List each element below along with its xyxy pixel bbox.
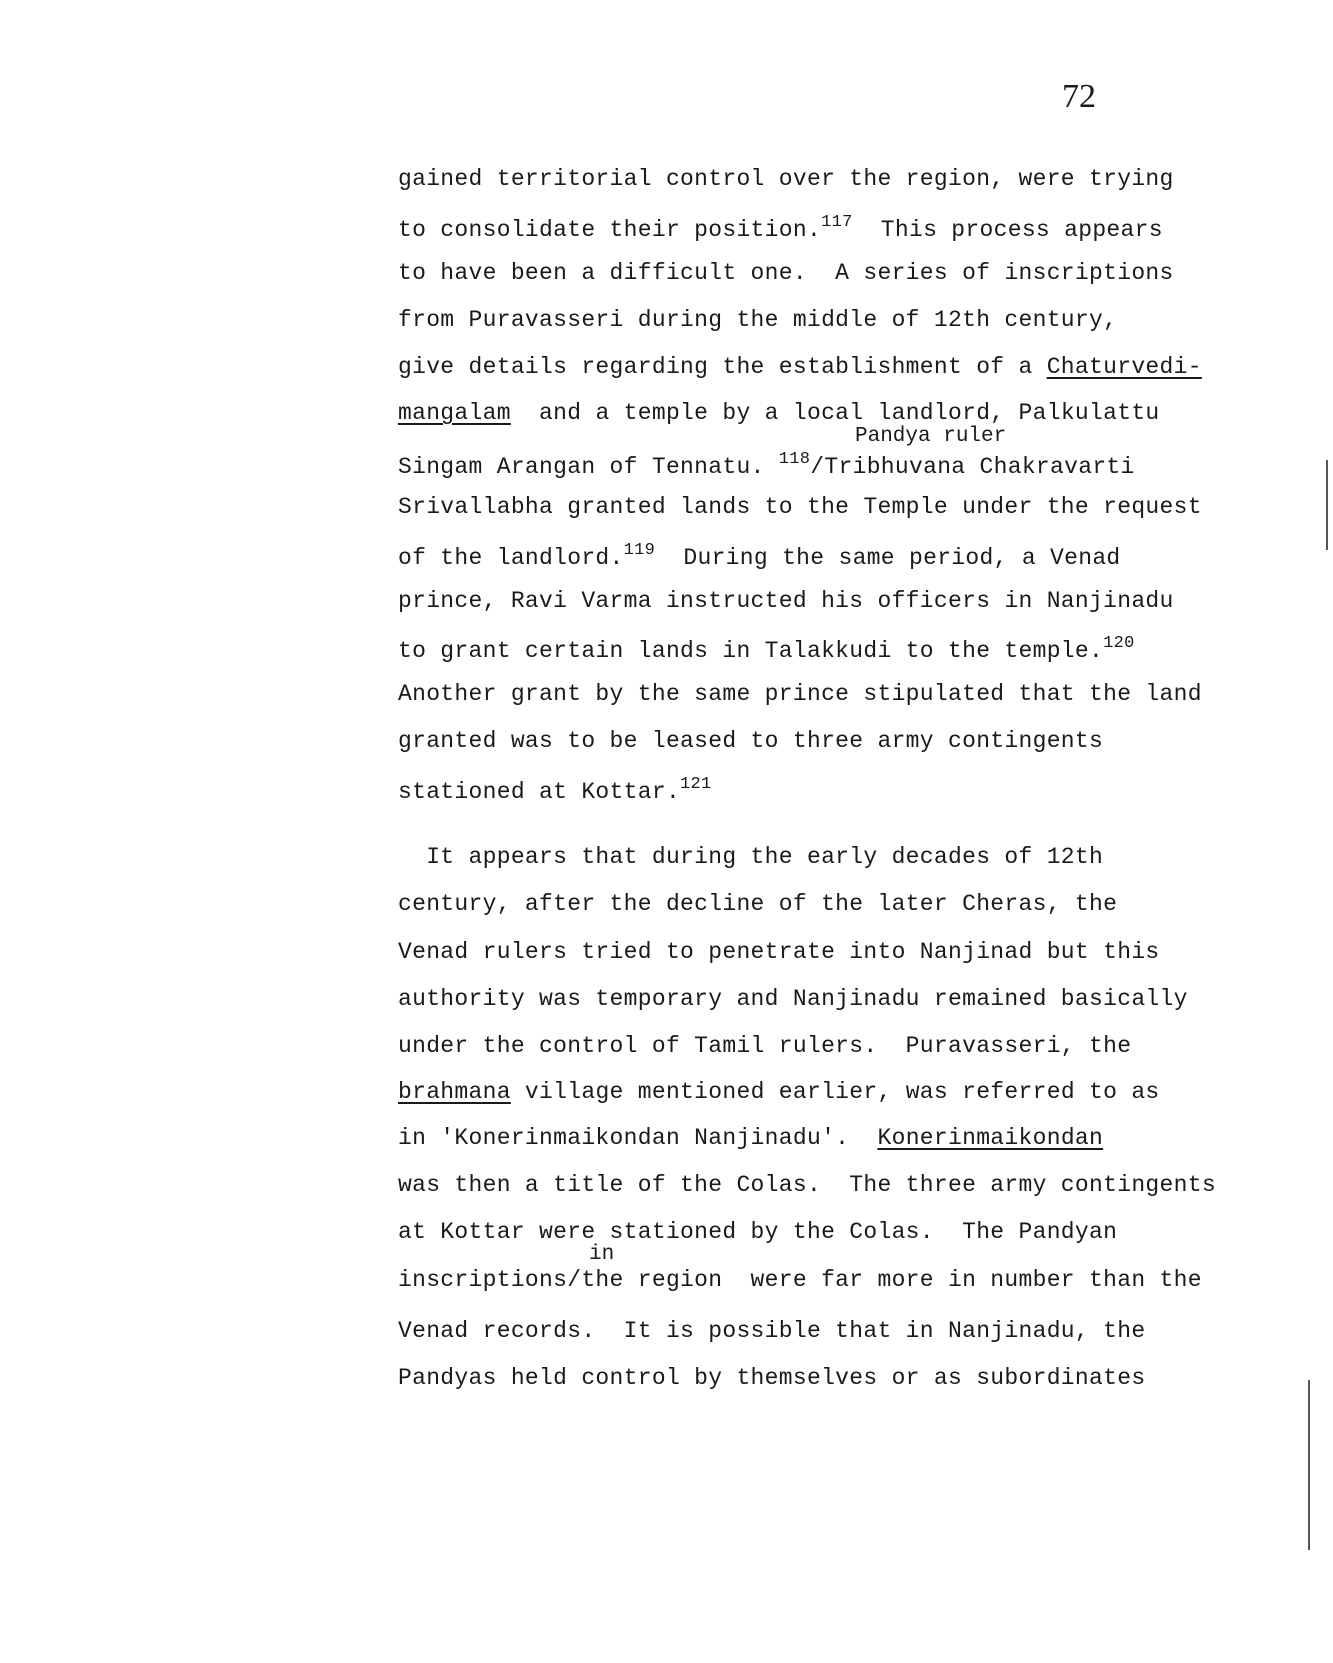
text-span: Srivallabha granted lands to the Temple under the request bbox=[398, 494, 1202, 520]
text-line bbox=[398, 1125, 1103, 1151]
page-number: 72 bbox=[1062, 78, 1096, 115]
text-line bbox=[398, 681, 1202, 707]
footnote-ref-119: 119 bbox=[623, 541, 656, 560]
text-line bbox=[398, 213, 1163, 243]
text-span: under the control of Tamil rulers. Puravasseri, the bbox=[398, 1033, 1132, 1059]
footnote-ref-117: 117 bbox=[821, 213, 853, 232]
text-line bbox=[398, 494, 1202, 520]
text-line bbox=[398, 1365, 1145, 1391]
text-span: was then a title of the Colas. The three army contingents bbox=[398, 1172, 1216, 1198]
margin-mark bbox=[1326, 460, 1328, 550]
text-line bbox=[398, 450, 1135, 480]
text-line bbox=[398, 775, 712, 805]
text-line bbox=[398, 634, 1135, 664]
text-span: century, after the decline of the later Cheras, the bbox=[398, 891, 1118, 917]
text-line bbox=[398, 400, 1160, 426]
text-line bbox=[398, 260, 1174, 286]
text-span: It appears that during the early decades of 12th bbox=[398, 844, 1104, 870]
underlined-term: brahmana bbox=[398, 1079, 511, 1105]
text-span: stationed at Kottar. bbox=[398, 779, 681, 805]
text-line bbox=[398, 1267, 1202, 1293]
text-span: to have been a difficult one. A series of inscriptions bbox=[398, 260, 1174, 286]
text-span: of the landlord. bbox=[398, 545, 624, 571]
text-line bbox=[398, 844, 1103, 870]
text-line bbox=[398, 986, 1188, 1012]
text-span: give details regarding the establishment of a bbox=[398, 354, 1047, 380]
text-span: authority was temporary and Nanjinadu remained basically bbox=[398, 986, 1188, 1012]
interlinear-insert: in bbox=[589, 1243, 615, 1266]
footnote-ref-118: 118 bbox=[778, 450, 811, 469]
text-line bbox=[398, 1172, 1216, 1198]
text-line bbox=[398, 1079, 1160, 1105]
text-span: inscriptions/the region were far more in number than the bbox=[398, 1267, 1202, 1293]
text-line bbox=[398, 939, 1160, 965]
underlined-term: mangalam bbox=[398, 400, 511, 426]
underlined-term: Konerinmaikondan bbox=[877, 1125, 1104, 1151]
text-span: in 'Konerinmaikondan Nanjinadu'. bbox=[398, 1125, 878, 1151]
text-span: to grant certain lands in Talakkudi to the temple. bbox=[398, 638, 1104, 664]
text-span: Venad rulers tried to penetrate into Nanjinad but this bbox=[398, 939, 1160, 965]
text-span: This process appears bbox=[852, 217, 1163, 243]
footnote-ref-121: 121 bbox=[680, 775, 712, 794]
margin-mark bbox=[1308, 1380, 1310, 1550]
text-span: gained territorial control over the region, were trying bbox=[398, 166, 1174, 192]
text-line bbox=[398, 1219, 1117, 1245]
text-line bbox=[398, 541, 1121, 571]
text-span: /Tribhuvana Chakravarti bbox=[810, 454, 1135, 480]
text-span: prince, Ravi Varma instructed his officers in Nanjinadu bbox=[398, 588, 1174, 614]
footnote-ref-120: 120 bbox=[1103, 634, 1135, 653]
text-span: During the same period, a Venad bbox=[655, 545, 1121, 571]
text-span: Venad records. It is possible that in Nanjinadu, the bbox=[398, 1318, 1146, 1344]
text-line bbox=[398, 1033, 1131, 1059]
text-span: village mentioned earlier, was referred to as bbox=[510, 1079, 1160, 1105]
text-span: and a temple by a local landlord, Palkulattu bbox=[510, 400, 1160, 426]
text-span: to consolidate their position. bbox=[398, 217, 822, 243]
text-span: Singam Arangan of Tennatu. bbox=[398, 454, 779, 480]
interlinear-insert: Pandya ruler bbox=[855, 425, 1007, 448]
text-line bbox=[398, 728, 1103, 754]
text-line bbox=[398, 588, 1174, 614]
text-line bbox=[398, 891, 1117, 917]
text-span: from Puravasseri during the middle of 12th century, bbox=[398, 307, 1118, 333]
text-span: Another grant by the same prince stipulated that the land bbox=[398, 681, 1202, 707]
text-span: Pandyas held control by themselves or as subordinates bbox=[398, 1365, 1146, 1391]
text-span: granted was to be leased to three army contingents bbox=[398, 728, 1104, 754]
underlined-term: Chaturvedi- bbox=[1046, 354, 1202, 380]
text-line bbox=[398, 166, 1174, 192]
text-span: at Kottar were stationed by the Colas. The Pandyan bbox=[398, 1219, 1118, 1245]
text-line bbox=[398, 307, 1117, 333]
text-line bbox=[398, 1318, 1145, 1344]
text-line bbox=[398, 354, 1202, 380]
